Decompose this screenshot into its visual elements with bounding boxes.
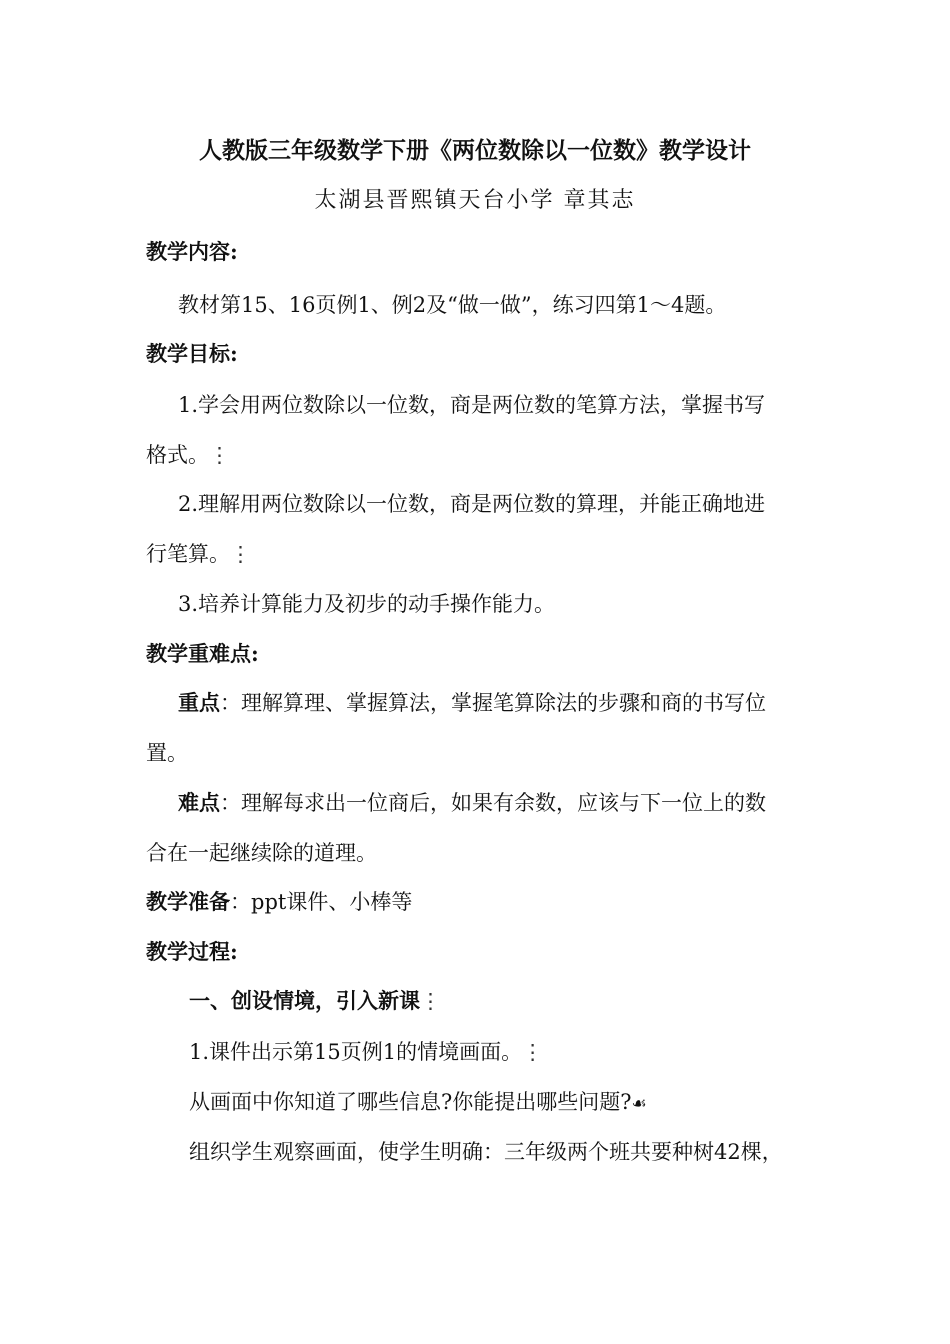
goal-3: 3.培养计算能力及初步的动手操作能力。 [178,592,556,616]
paragraph-marker-icon: ⋮ [209,443,230,467]
key-point-label: 重点 [178,690,220,715]
preparation-text: ：ppt课件、小棒等 [230,890,413,914]
paragraph-marker-icon: ⋮ [522,1040,544,1064]
question-text: 从画面中你知道了哪些信息?你能提出哪些问题? [189,1090,632,1114]
content-heading: 教学内容: [146,239,238,264]
step-1-line [189,1037,543,1067]
goal-2-line-2 [146,539,251,569]
process-heading: 教学过程: [146,939,238,964]
difficulty-text: ：理解每求出一位商后，如果有余数，应该与下一位上的数 [220,791,766,815]
observation-line: 组织学生观察画面，使学生明确：三年级两个班共要种树42棵， [189,1140,783,1164]
section-1-line [189,986,441,1016]
section-1-heading: 一、创设情境，引入新课 [189,988,420,1013]
goal-2-line-1: 2.理解用两位数除以一位数，商是两位数的算理，并能正确地进 [178,492,766,516]
key-points-heading: 教学重难点: [146,641,259,666]
goals-heading: 教学目标: [146,341,238,366]
difficulty-line-2: 合在一起继续除的道理。 [146,841,377,865]
paragraph-marker-icon: ⋮ [230,542,251,566]
step-1-text: 1.课件出示第15页例1的情境画面。 [189,1040,523,1064]
key-point-line-1 [178,688,766,718]
author-line: 太湖县晋熙镇天台小学 章其志 [314,188,636,213]
difficulty-label: 难点 [178,790,220,815]
goal-1-text: 格式。 [146,443,209,467]
preparation-line [146,887,412,917]
question-line [189,1087,647,1119]
preparation-label: 教学准备 [146,889,230,914]
hand-mark-icon: ☙ [631,1094,647,1114]
goal-1-line-2 [146,440,230,470]
content-text: 教材第15、16页例1、例2及“做一做”，练习四第1～4题。 [178,293,727,317]
key-point-text: ：理解算理、掌握算法，掌握笔算除法的步骤和商的书写位 [220,691,766,715]
goal-1-line-1: 1.学会用两位数除以一位数，商是两位数的笔算方法，掌握书写 [178,393,766,417]
difficulty-line-1 [178,788,766,818]
goal-2-text: 行笔算。 [146,542,230,566]
paragraph-marker-icon: ⋮ [420,989,441,1013]
key-point-line-2: 置。 [146,741,188,765]
document-title: 人教版三年级数学下册《两位数除以一位数》教学设计 [199,137,751,164]
